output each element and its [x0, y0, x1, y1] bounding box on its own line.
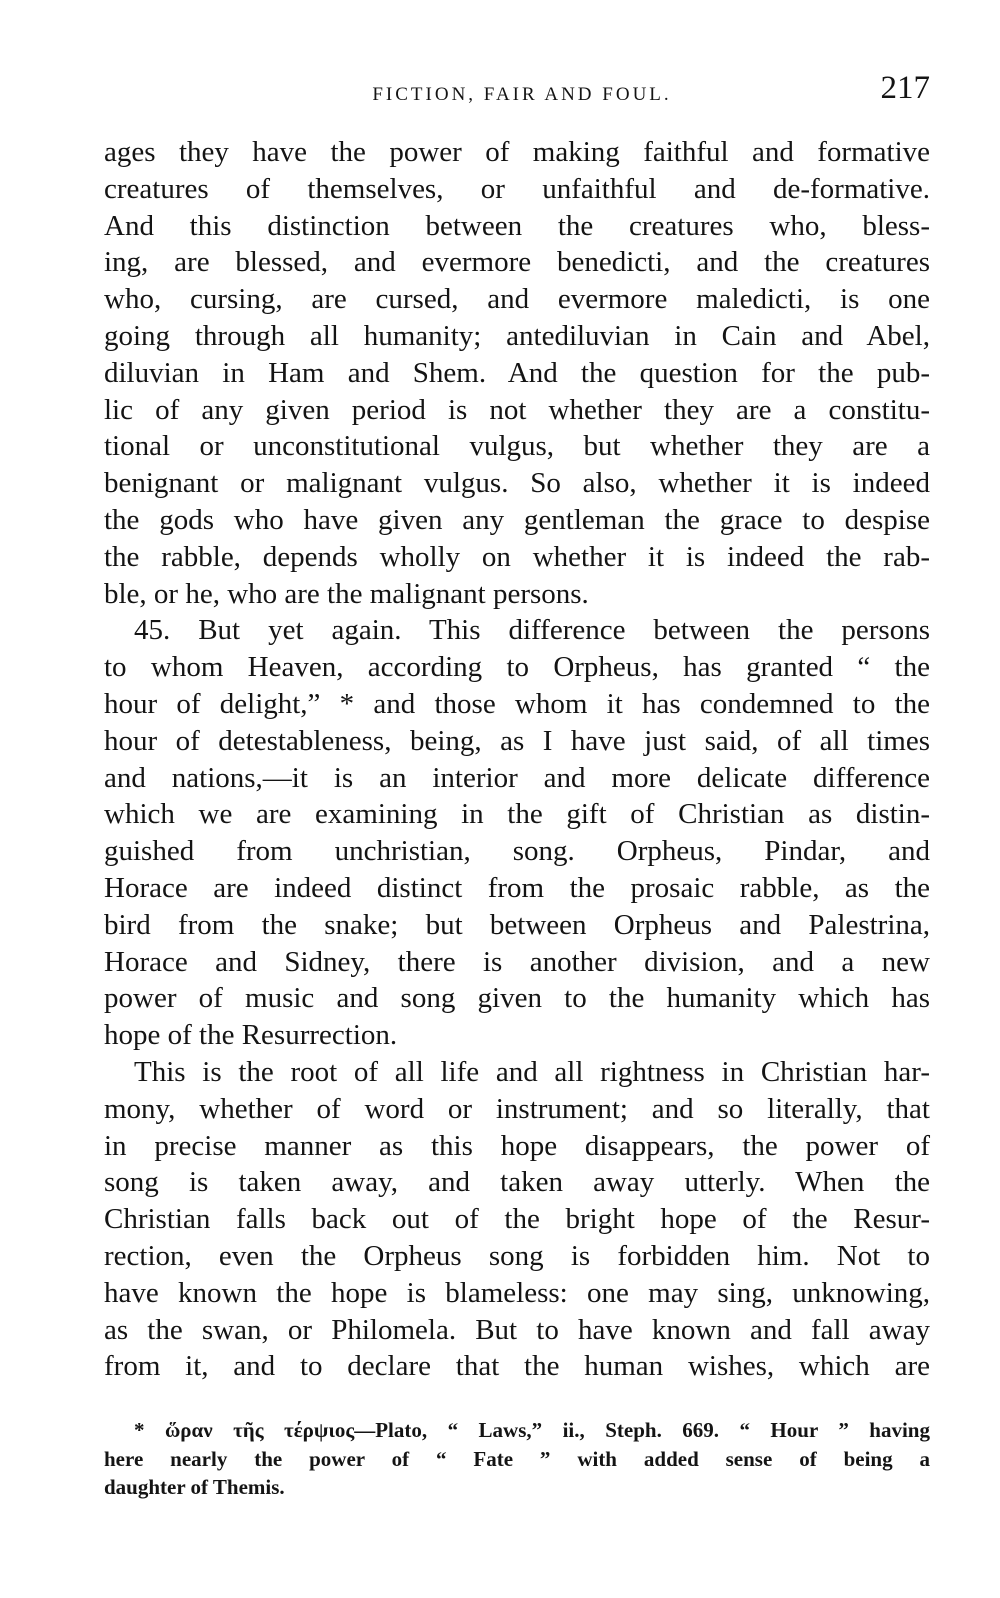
text-line: song is taken away, and taken away utterly. When the [104, 1166, 930, 1199]
text-line: which we are examining in the gift of Christian as distin- [104, 798, 930, 831]
text-line: 45. But yet again. This difference between the persons [134, 614, 930, 647]
text-line: and nations,—it is an interior and more delicate difference [104, 761, 930, 794]
text-line: hope of the Resurrection. [104, 1019, 398, 1052]
text-line: hour of detestableness, being, as I have just said, of all times [104, 724, 930, 757]
footnote-line: daughter of Themis. [104, 1475, 285, 1499]
text-line: rection, even the Orpheus song is forbidden him. Not to [104, 1239, 930, 1272]
text-line: bird from the snake; but between Orpheus and Palestrina, [104, 908, 930, 941]
text-line: hour of delight,” * and those whom it has condemned to the [104, 687, 930, 720]
text-line: in precise manner as this hope disappears, the power of [104, 1129, 930, 1162]
text-line: Christian falls back out of the bright hope of the Resur- [104, 1203, 930, 1236]
text-line: mony, whether of word or instrument; and so literally, that [104, 1092, 930, 1125]
running-head [104, 70, 930, 110]
text-line: ages they have the power of making faithful and formative [104, 136, 930, 168]
text-line: tional or unconstitutional vulgus, but whether they are a [104, 430, 930, 463]
text-line: This is the root of all life and all rightness in Christian har- [134, 1055, 930, 1088]
page-number: 217 [880, 70, 930, 106]
running-title: FICTION, FAIR AND FOUL. [372, 84, 672, 105]
text-line: from it, and to declare that the human wishes, which are [104, 1350, 930, 1383]
text-line: ble, or he, who are the malignant persons. [104, 577, 589, 610]
text-line: And this distinction between the creatures who, bless- [104, 209, 930, 242]
text-line: going through all humanity; antediluvian in Cain and Abel, [104, 319, 930, 352]
text-line: guished from unchristian, song. Orpheus, Pindar, and [104, 835, 930, 868]
text-line: ing, are blessed, and evermore benedicti, and the creatures [104, 246, 930, 279]
body-text [104, 134, 930, 1385]
text-line: have known the hope is blameless: one may sing, unknowing, [104, 1276, 930, 1309]
text-line: Horace are indeed distinct from the prosaic rabble, as the [104, 871, 930, 904]
text-line: who, cursing, are cursed, and evermore maledicti, is one [104, 283, 930, 316]
text-line: the rabble, depends wholly on whether it is indeed the rab- [104, 540, 930, 573]
text-line: benignant or malignant vulgus. So also, whether it is indeed [104, 467, 930, 500]
footnote-line: here nearly the power of “ Fate ” with added sense of being a [104, 1446, 930, 1471]
text-line: power of music and song given to the humanity which has [104, 982, 930, 1015]
text-line: creatures of themselves, or unfaithful and de-formative. [104, 172, 930, 205]
text-line: diluvian in Ham and Shem. And the question for the pub- [104, 356, 930, 389]
text-line: lic of any given period is not whether they are a constitu- [104, 393, 930, 426]
text-line: the gods who have given any gentleman the grace to despise [104, 503, 930, 536]
footnote-line: * ὥραν τῆς τέρψιος—Plato, “ Laws,” ii., Steph. 669. “ Hour ” having [134, 1418, 930, 1442]
text-line: to whom Heaven, according to Orpheus, has granted “ the [104, 651, 930, 684]
text-line: as the swan, or Philomela. But to have known and fall away [104, 1313, 930, 1346]
text-line: Horace and Sidney, there is another division, and a new [104, 945, 930, 978]
footnote [104, 1416, 930, 1502]
